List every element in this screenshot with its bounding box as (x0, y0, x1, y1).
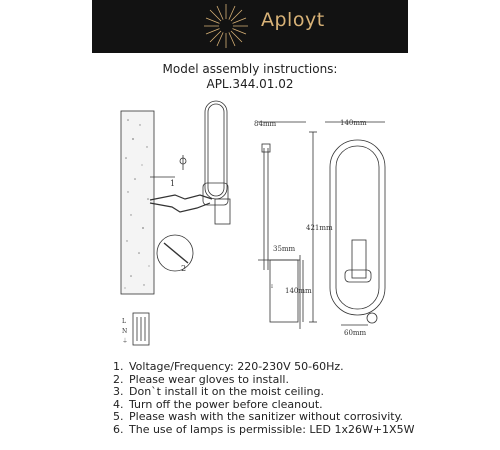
svg-text:1: 1 (170, 179, 176, 188)
svg-text:N: N (122, 328, 128, 335)
instruction-item: 2. Please wear gloves to install. (113, 372, 289, 386)
instruction-item: 1. Voltage/Frequency: 220-230V 50-60Hz. (113, 360, 344, 373)
model-number: APL.344.01.02 (206, 77, 294, 91)
front-view (330, 140, 385, 323)
brand-logo-text: Aployt (261, 9, 325, 31)
terminal-block-icon (122, 313, 149, 345)
assembly-drawing (0, 95, 500, 355)
dim-plate-height: 140mm (285, 287, 312, 295)
svg-text:I: I (271, 284, 273, 290)
dim-plate-depth: 35mm (273, 245, 296, 253)
brand-header (92, 0, 408, 53)
dim-height: 421mm (306, 224, 333, 232)
side-view (258, 122, 306, 329)
dim-depth: 84mm (254, 120, 277, 128)
svg-text:L: L (122, 318, 126, 325)
wall-slab (121, 111, 154, 294)
lamp-loop-side (203, 101, 230, 224)
dim-base-width: 60mm (344, 329, 367, 337)
instruction-item: 3. Don`t install it on the moist ceiling. (113, 385, 324, 399)
page-title: Model assembly instructions: (162, 62, 338, 76)
dim-width: 140mm (340, 119, 367, 127)
svg-text:⏚: ⏚ (122, 338, 129, 345)
instruction-item: 6. The use of lamps is permissible: LED 1x26W+1X5W (113, 422, 415, 436)
sun-logo-icon (196, 0, 256, 53)
instruction-item: 5. Please wash with the sanitizer without corrosivity. (113, 410, 404, 424)
svg-text:2: 2 (181, 264, 187, 273)
instructions-list (113, 361, 498, 437)
instruction-item: 4. Turn off the power before cleanout. (113, 397, 323, 411)
